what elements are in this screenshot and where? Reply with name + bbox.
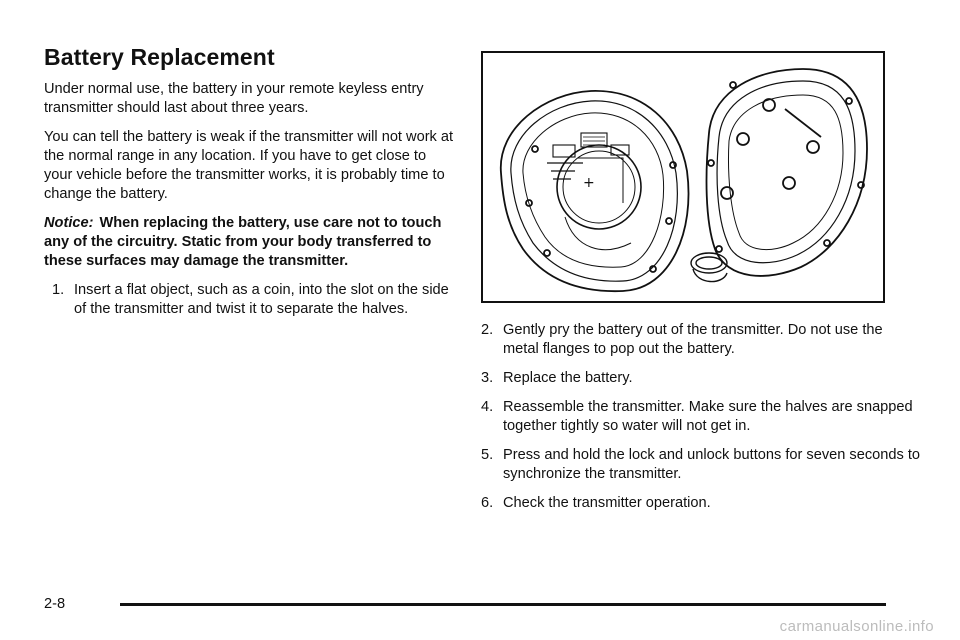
- notice-label: Notice:: [44, 215, 94, 231]
- transmitter-button-half: [707, 69, 867, 276]
- key-ring: [691, 253, 727, 282]
- step-text: Press and hold the lock and unlock buttons for seven seconds to synchronize the transmitter.: [503, 447, 920, 482]
- intro-paragraph: You can tell the battery is weak if the transmitter will not work at the normal range in any location. If you have to get close to your vehicle before the transmitter works, it is probably time to change the battery.: [44, 129, 454, 202]
- step-text: Replace the battery.: [503, 370, 633, 386]
- transmitter-circuit-half: [501, 91, 689, 291]
- section-heading: Battery Replacement: [44, 44, 275, 70]
- step-text: Gently pry the battery out of the transmitter. Do not use the metal flanges to pop out the battery.: [503, 322, 883, 357]
- notice-paragraph: [44, 214, 454, 271]
- step-item: [481, 369, 921, 388]
- transmitter-illustration: [481, 51, 885, 303]
- intro-paragraph: Under normal use, the battery in your remote keyless entry transmitter should last about three years.: [44, 81, 424, 116]
- step-item: [481, 321, 921, 359]
- step-item: [44, 281, 454, 319]
- step-number: 3.: [481, 370, 494, 386]
- step-text: Check the transmitter operation.: [503, 495, 711, 511]
- step-number: 5.: [481, 447, 494, 463]
- transmitter-diagram-svg: [483, 53, 883, 301]
- step-item: [481, 494, 921, 513]
- step-number: 6.: [481, 495, 494, 511]
- right-column: [481, 321, 921, 523]
- step-text: Insert a flat object, such as a coin, into the slot on the side of the transmitter and twist it to separate the halves.: [74, 282, 449, 317]
- step-number: 2.: [481, 322, 494, 338]
- notice-text: When replacing the battery, use care not to touch any of the circuitry. Static from your body transferred to these surfaces may damage the transmitter.: [44, 215, 442, 269]
- step-text: Reassemble the transmitter. Make sure the halves are snapped together tightly so water will not get in.: [503, 399, 913, 434]
- step-number: 1.: [52, 282, 65, 298]
- page-number: 2-8: [44, 596, 66, 612]
- watermark: carmanualsonline.info: [779, 618, 934, 635]
- footer-divider: [120, 603, 886, 606]
- step-number: 4.: [481, 399, 494, 415]
- battery-polarity-mark: +: [583, 175, 595, 191]
- steps-list-continued: [481, 321, 921, 513]
- steps-list: [44, 281, 454, 319]
- step-item: [481, 446, 921, 484]
- left-column: [44, 80, 454, 329]
- step-item: [481, 398, 921, 436]
